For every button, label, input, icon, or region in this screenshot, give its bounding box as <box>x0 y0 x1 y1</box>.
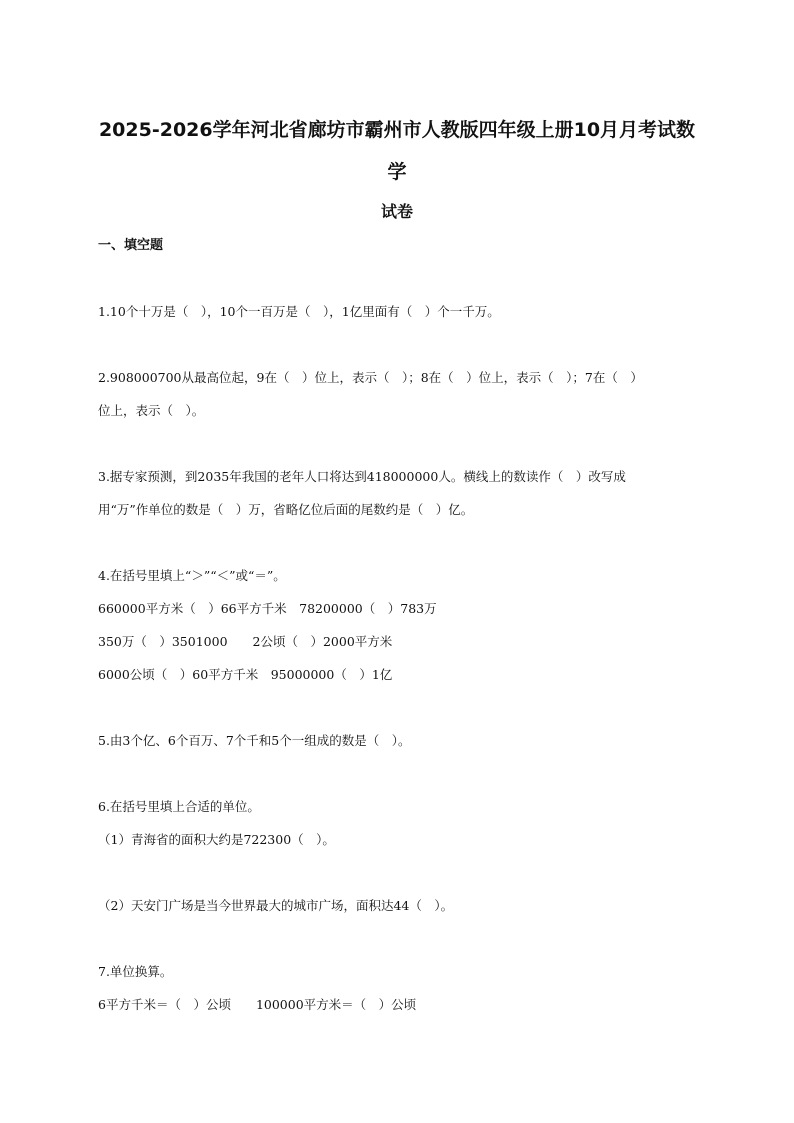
question-6-sub-2: （2）天安门广场是当今世界最大的城市广场，面积达44（ ）。 <box>98 898 454 913</box>
question-4-row-3: 6000公顷（ ）60平方千米 95000000（ ）1亿 <box>98 667 393 682</box>
question-4-stem: 4.在括号里填上“＞”“＜”或“＝”。 <box>98 568 286 583</box>
exam-title-line-3: 试卷 <box>380 202 413 221</box>
question-3-line-2: 用“万”作单位的数是（ ）万，省略亿位后面的尾数约是（ ）亿。 <box>98 502 474 517</box>
section-heading-fill-in-blank: 一、填空题 <box>98 238 164 253</box>
exam-title-line-1: 2025-2026学年河北省廊坊市霸州市人教版四年级上册10月月考试数 <box>98 119 696 141</box>
exam-title-line-2: 学 <box>387 161 407 183</box>
question-7-row-1: 6平方千米＝（ ）公顷 100000平方米＝（ ）公顷 <box>98 997 417 1012</box>
question-2-line-1: 2.908000700从最高位起，9在（ ）位上，表示（ ）；8在（ ）位上，表示（ ）；7在（ ） <box>98 370 643 385</box>
question-4-row-1: 660000平方米（ ）66平方千米 78200000（ ）783万 <box>98 601 437 616</box>
question-5: 5.由3个亿、6个百万、7个千和5个一组成的数是（ ）。 <box>98 733 411 748</box>
question-6-stem: 6.在括号里填上合适的单位。 <box>98 799 260 814</box>
question-2-line-2: 位上，表示（ ）。 <box>98 403 205 418</box>
question-3-line-1: 3.据专家预测，到2035年我国的老年人口将达到418000000人。横线上的数读作（ ）改写成 <box>98 469 626 484</box>
question-6-sub-1: （1）青海省的面积大约是722300（ ）。 <box>98 832 335 847</box>
question-4-row-2: 350万（ ）3501000 2公顷（ ）2000平方米 <box>98 634 393 649</box>
question-7-stem: 7.单位换算。 <box>98 964 173 979</box>
question-1: 1.10个十万是（ ），10个一百万是（ ），1亿里面有（ ）个一千万。 <box>98 304 500 319</box>
